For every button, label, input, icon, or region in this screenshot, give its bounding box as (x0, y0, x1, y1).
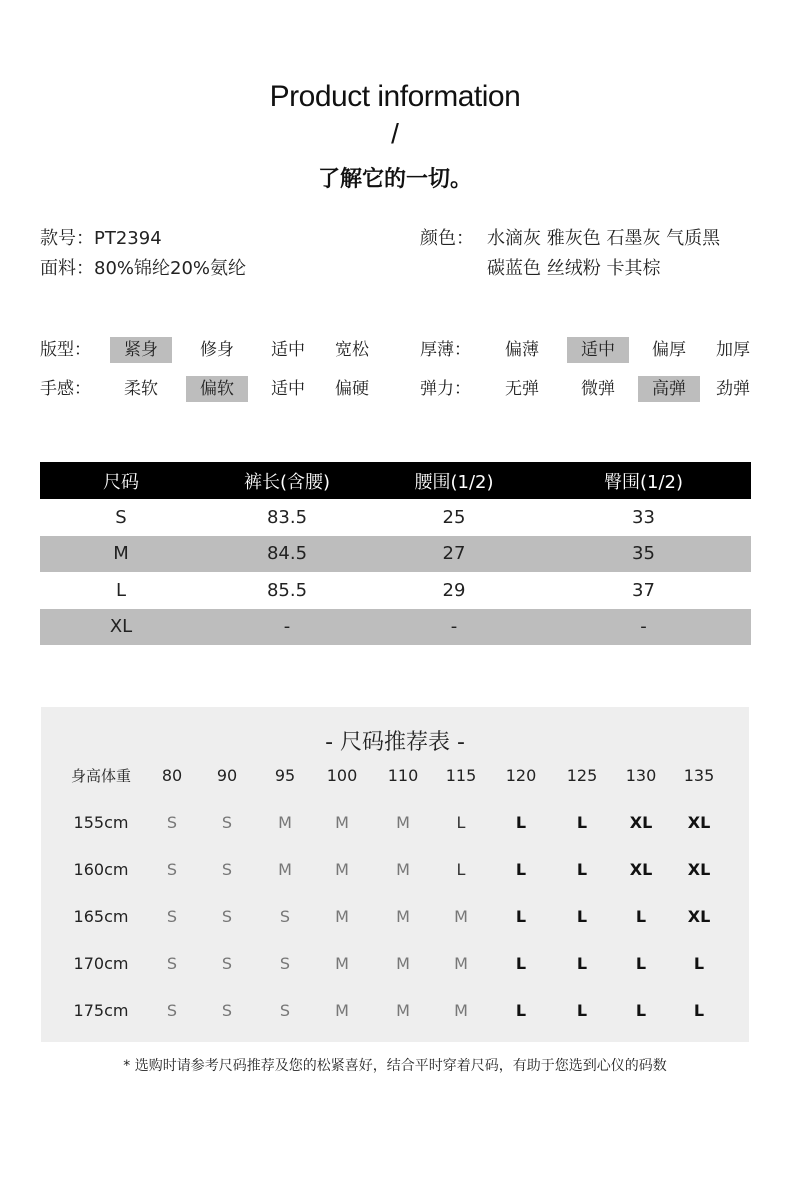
recommended-size: S (279, 954, 291, 973)
cell-size: XL (40, 609, 202, 646)
recommendation-row (41, 996, 749, 1043)
recommended-size: XL (629, 860, 653, 879)
recommendation-row (41, 949, 749, 996)
attribute-option: 适中 (271, 340, 305, 360)
attribute-row (0, 337, 790, 363)
table-row (40, 572, 751, 609)
attribute-label: 弹力： (420, 379, 471, 399)
recommended-size: S (166, 860, 178, 879)
recommended-size: L (576, 954, 588, 973)
recommended-size: L (515, 813, 527, 832)
colors-line-2: 碳蓝色 丝绒粉 卡其棕 (487, 258, 661, 279)
attribute-option-selected: 适中 (567, 337, 629, 363)
col-size-header: 尺码 (40, 462, 202, 499)
attribute-option: 修身 (200, 340, 234, 360)
recommended-size: L (515, 907, 527, 926)
page-title-cn: 了解它的一切。 (317, 167, 472, 192)
weight-header: 110 (387, 766, 419, 785)
weight-header: 95 (274, 766, 296, 785)
size-table-header (40, 462, 751, 499)
recommended-size: S (166, 813, 178, 832)
recommended-size: S (221, 1001, 233, 1020)
recommendation-row (41, 902, 749, 949)
style-number: 款号：PT2394 (40, 228, 162, 249)
recommended-size: M (335, 813, 349, 832)
recommended-size: L (515, 860, 527, 879)
recommended-size: L (515, 954, 527, 973)
weight-header: 90 (216, 766, 238, 785)
attribute-option-selected: 偏软 (186, 376, 248, 402)
recommended-size: L (576, 860, 588, 879)
recommended-size: S (279, 1001, 291, 1020)
recommended-size: M (454, 907, 468, 926)
recommended-size: M (335, 907, 349, 926)
attribute-option: 无弹 (505, 379, 539, 399)
attribute-option-selected: 紧身 (110, 337, 172, 363)
corner-label: 身高体重 (70, 767, 131, 785)
recommended-size: M (396, 860, 410, 879)
recommended-size: L (456, 860, 466, 879)
cell-hip: 35 (536, 536, 751, 573)
recommended-size: S (166, 907, 178, 926)
size-table (40, 462, 751, 645)
attribute-option: 劲弹 (716, 379, 750, 399)
weight-header: 115 (445, 766, 477, 785)
height-label: 160cm (73, 860, 129, 879)
attribute-option: 宽松 (335, 340, 369, 360)
recommended-size: S (279, 907, 291, 926)
page-title-en: Product information (269, 80, 521, 113)
cell-size: L (115, 579, 127, 601)
attribute-option-selected: 高弹 (638, 376, 700, 402)
col-hip-header: 臀围(1/2) (536, 462, 751, 499)
recommendation-row (41, 808, 749, 855)
recommended-size: M (454, 954, 468, 973)
cell-size: S (115, 506, 127, 528)
size-recommendation-panel (41, 707, 749, 1042)
colors-line-1: 水滴灰 雅灰色 石墨灰 气质黑 (487, 228, 721, 249)
height-label: 155cm (73, 813, 129, 832)
recommended-size: M (396, 1001, 410, 1020)
cell-waist: 29 (442, 579, 466, 601)
table-row (40, 609, 751, 646)
cell-length: 85.5 (266, 579, 308, 601)
cell-waist: 25 (442, 506, 466, 528)
recommended-size: S (166, 1001, 178, 1020)
cell-length: 83.5 (266, 506, 308, 528)
weight-header: 100 (326, 766, 358, 785)
table-row (40, 499, 751, 536)
cell-size: M (40, 536, 202, 573)
cell-hip: 37 (632, 579, 655, 601)
attribute-option: 偏薄 (505, 340, 539, 360)
recommended-size: M (278, 813, 292, 832)
recommended-size: S (166, 954, 178, 973)
recommended-size: L (635, 907, 647, 926)
recommended-size: L (456, 813, 466, 832)
recommended-size: L (576, 907, 588, 926)
attribute-option: 偏硬 (335, 379, 369, 399)
recommended-size: L (635, 1001, 647, 1020)
cell-waist: - (372, 609, 536, 646)
weight-header: 120 (505, 766, 537, 785)
footnote: * 选购时请参考尺码推荐及您的松紧喜好，结合平时穿着尺码，有助于您选到心仪的码数 (123, 1058, 667, 1074)
attribute-option: 适中 (271, 379, 305, 399)
attribute-label: 厚薄： (420, 340, 471, 360)
recommended-size: M (335, 954, 349, 973)
weight-header: 130 (625, 766, 657, 785)
recommended-size: L (635, 954, 647, 973)
recommendation-header-row (41, 761, 749, 808)
recommended-size: M (454, 1001, 468, 1020)
recommended-size: L (576, 1001, 588, 1020)
attribute-option: 柔软 (124, 379, 158, 399)
recommended-size: XL (629, 813, 653, 832)
cell-length: - (202, 609, 372, 646)
recommended-size: L (576, 813, 588, 832)
cell-waist: 27 (372, 536, 536, 573)
weight-header: 135 (683, 766, 715, 785)
height-label: 170cm (73, 954, 129, 973)
color-label: 颜色： (420, 228, 474, 249)
recommended-size: M (335, 860, 349, 879)
recommended-size: L (693, 1001, 705, 1020)
recommended-size: S (221, 860, 233, 879)
attribute-label: 手感： (40, 379, 91, 399)
recommended-size: S (221, 813, 233, 832)
recommended-size: M (396, 907, 410, 926)
recommendation-title: - 尺码推荐表 - (325, 730, 465, 755)
attribute-row (0, 376, 790, 402)
cell-length: 84.5 (202, 536, 372, 573)
recommended-size: S (221, 907, 233, 926)
fabric-info: 面料：80%锦纶20%氨纶 (40, 258, 247, 279)
recommended-size: XL (687, 907, 711, 926)
recommended-size: XL (687, 860, 711, 879)
recommended-size: M (396, 813, 410, 832)
recommended-size: S (221, 954, 233, 973)
recommendation-grid (41, 761, 749, 1043)
height-label: 175cm (73, 1001, 129, 1020)
attribute-option: 微弹 (581, 379, 615, 399)
attribute-label: 版型： (40, 340, 91, 360)
recommended-size: XL (687, 813, 711, 832)
recommended-size: M (335, 1001, 349, 1020)
attribute-option: 偏厚 (652, 340, 686, 360)
attribute-option: 加厚 (716, 340, 750, 360)
cell-hip: 33 (632, 506, 655, 528)
table-row (40, 536, 751, 573)
recommendation-row (41, 855, 749, 902)
recommended-size: M (278, 860, 292, 879)
recommended-size: M (396, 954, 410, 973)
cell-hip: - (536, 609, 751, 646)
col-length-header: 裤长(含腰) (202, 462, 372, 499)
height-label: 165cm (73, 907, 129, 926)
recommended-size: L (693, 954, 705, 973)
col-waist-header: 腰围(1/2) (372, 462, 536, 499)
recommended-size: L (515, 1001, 527, 1020)
weight-header: 80 (161, 766, 183, 785)
title-slash: / (391, 118, 399, 149)
weight-header: 125 (566, 766, 598, 785)
